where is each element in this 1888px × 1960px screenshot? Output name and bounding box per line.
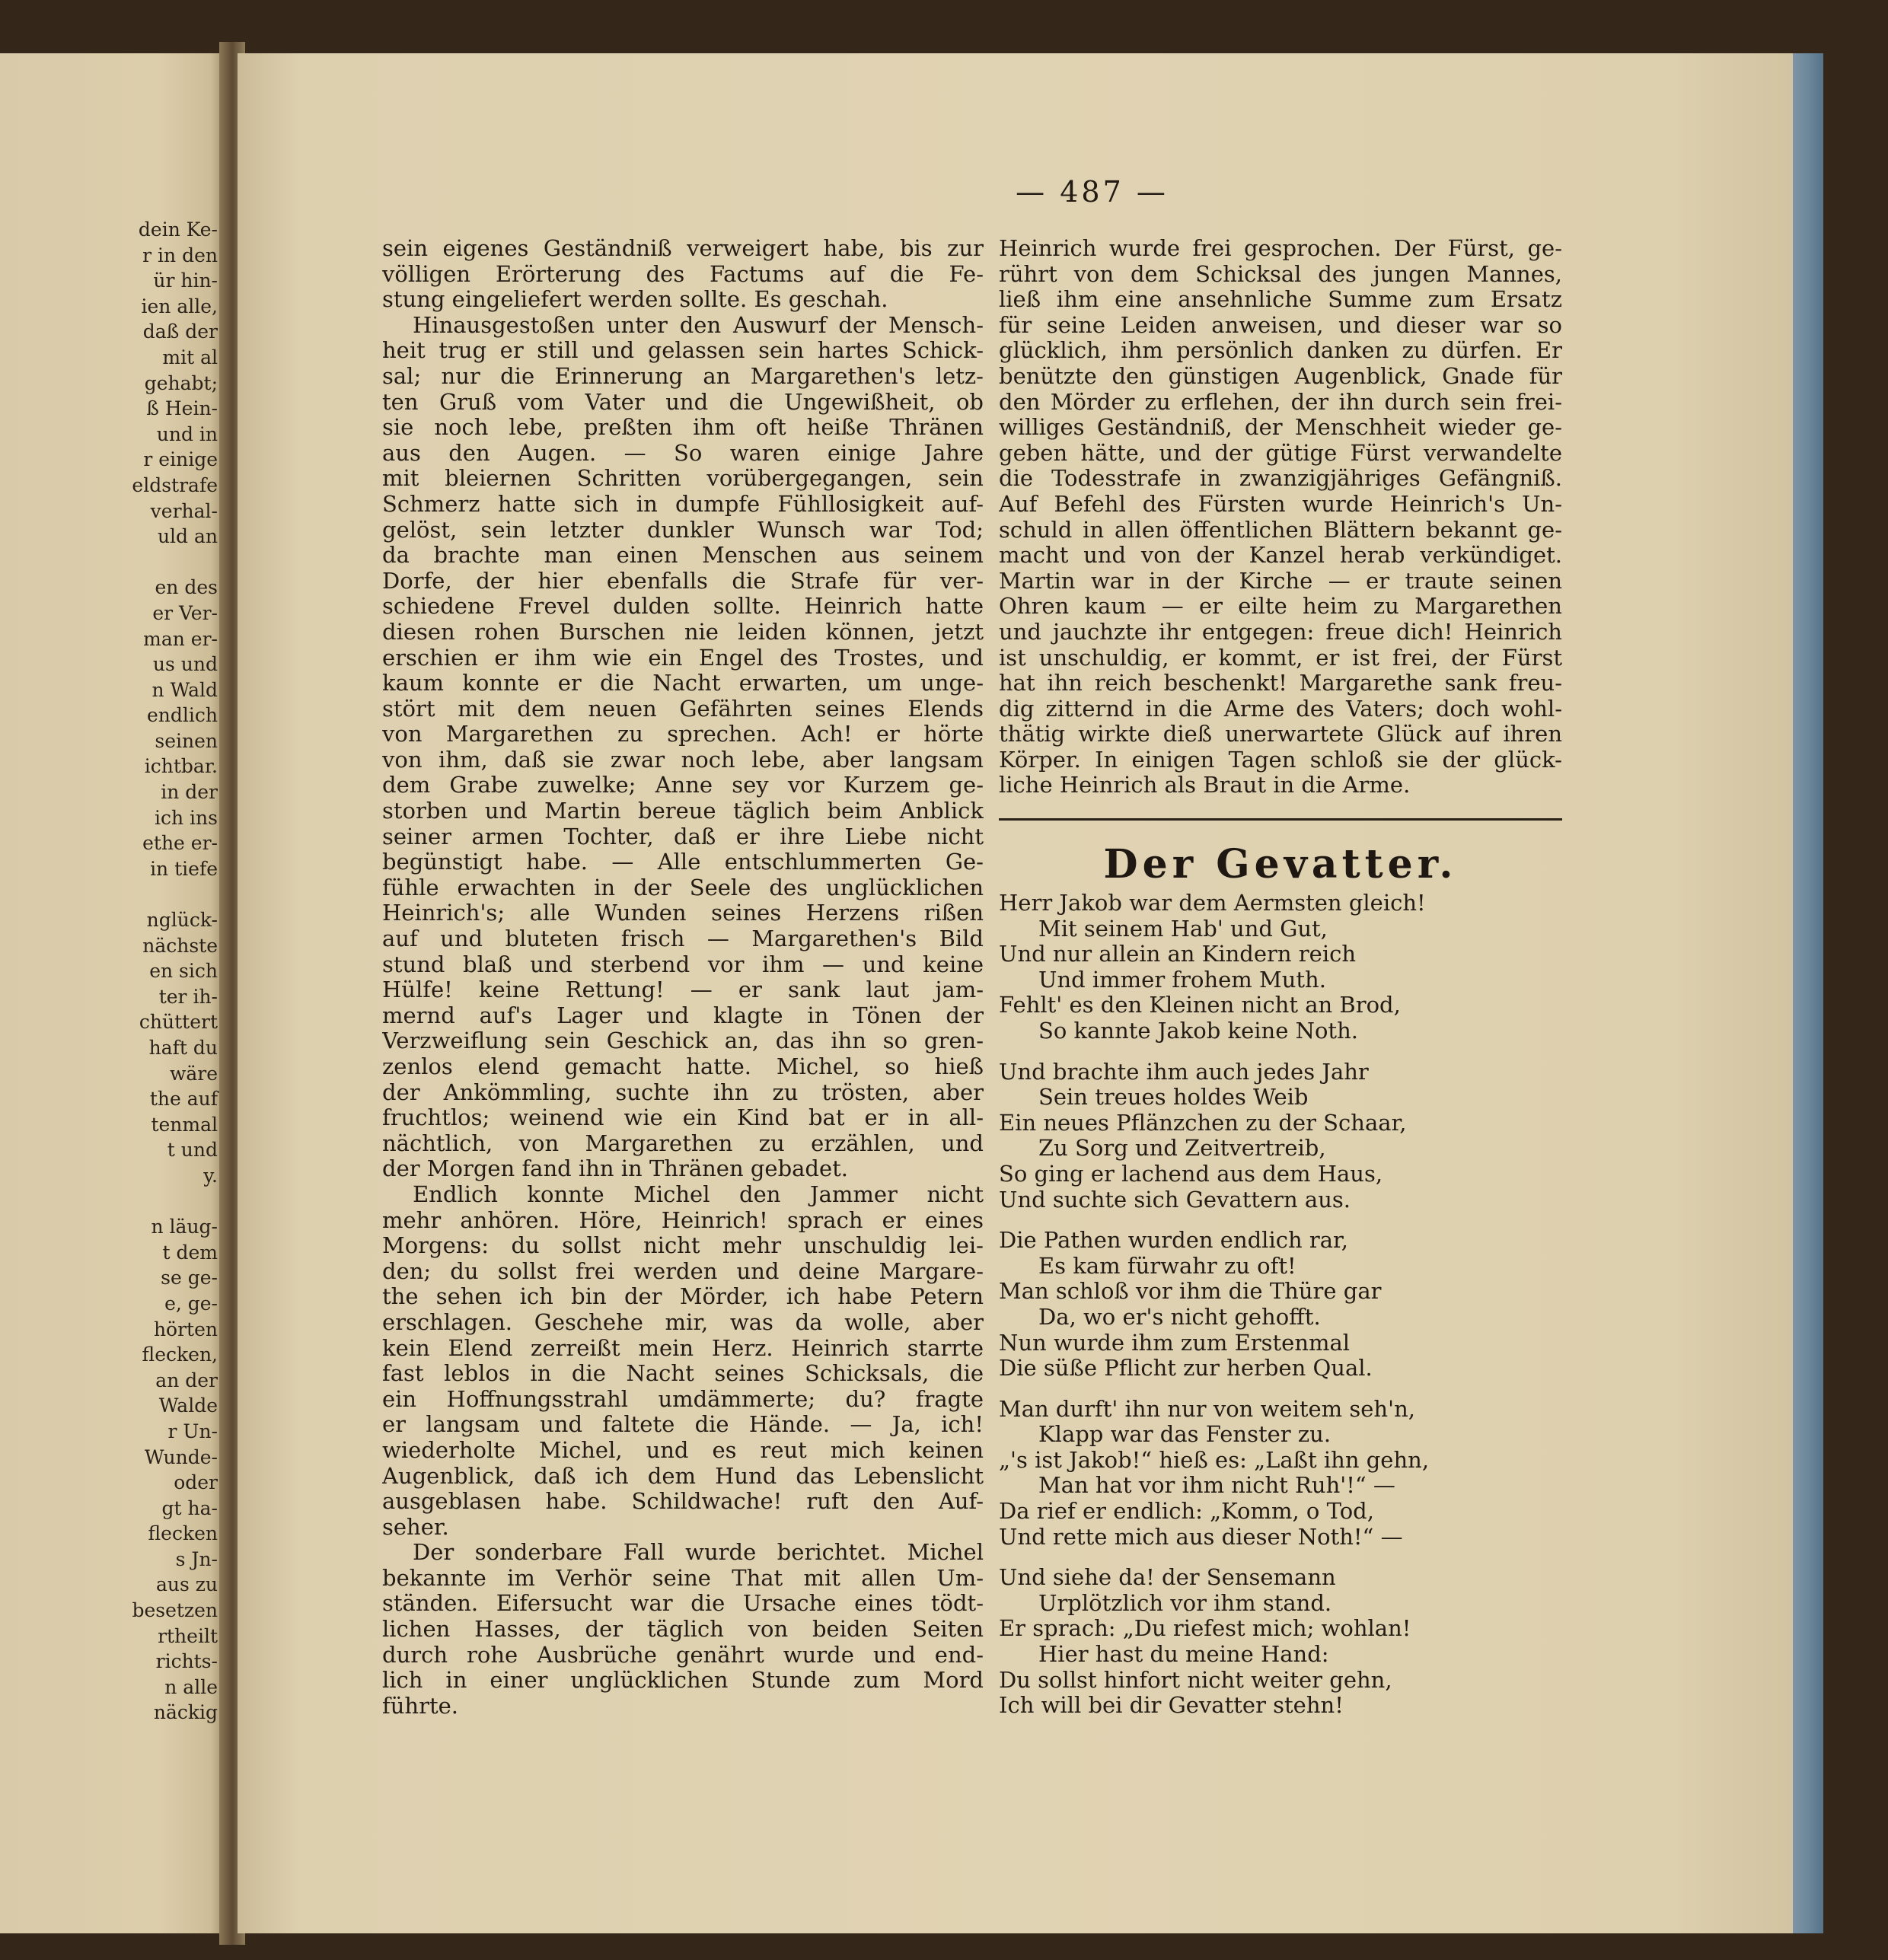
text-line: der Ankömmling, suchte ihn zu trösten, aber: [382, 1079, 984, 1105]
text-line: sein eigenes Geständniß verweigert habe, bis zur: [382, 236, 984, 261]
text-line: liche Heinrich als Braut in die Arme.: [999, 773, 1411, 798]
fragment-line: man er-: [143, 627, 218, 650]
text-line: williges Geständniß, der Menschheit wieder ge-: [999, 415, 1562, 441]
text-line: heit trug er still und gelassen sein hartes Schick-: [382, 338, 984, 364]
poem-verse: So ging er lachend aus dem Haus,: [999, 1160, 1383, 1187]
column-right: [999, 236, 1562, 798]
text-line: Dorfe, der hier ebenfalls die Strafe für ver-: [382, 568, 984, 594]
fragment-line: und in: [156, 422, 218, 445]
fragment-line: Wunde-: [144, 1445, 218, 1468]
fragment-line: ethe er-: [142, 832, 218, 855]
poem-verse: Es kam fürwahr zu oft!: [1038, 1252, 1296, 1279]
poem-verse: Da, wo er's nicht gehofft.: [1038, 1303, 1321, 1330]
text-line: ten Gruß vom Vater und die Ungewißheit, ob: [382, 389, 984, 415]
fragment-line: uld an: [157, 525, 218, 548]
fragment-line: gehabt;: [144, 371, 218, 394]
poem-stanza: [999, 1060, 1577, 1213]
text-line: ein Hoffnungsstrahl umdämmerte; du? fragte: [382, 1386, 984, 1412]
page-header: [238, 175, 1794, 209]
fragment-line: n alle: [164, 1675, 218, 1698]
fragment-line: rtheilt: [158, 1624, 218, 1647]
text-line: diesen rohen Burschen nie leiden können, jetzt: [382, 619, 984, 645]
poem-verse: Man durft' ihn nur von weitem seh'n,: [999, 1395, 1415, 1422]
text-line: Martin war in der Kirche — er traute seinen: [999, 568, 1562, 594]
text-line: kein Elend zerreißt mein Herz. Heinrich starrte: [382, 1335, 984, 1361]
fragment-line: eldstrafe: [132, 473, 218, 496]
fragment-line: e, ge-: [164, 1292, 218, 1315]
fragment-line: [65, 1189, 218, 1215]
poem-verse: Ich will bei dir Gevatter stehn!: [999, 1692, 1344, 1719]
fragment-line: haft du: [148, 1037, 218, 1059]
poem-verse: Nun wurde ihm zum Erstenmal: [999, 1329, 1351, 1356]
poem-title: Der Gevatter.: [1103, 841, 1458, 888]
fragment-line: nglück-: [146, 909, 218, 932]
fragment-line: richts-: [155, 1650, 218, 1673]
fragment-line: s Jn-: [175, 1547, 218, 1570]
fragment-line: besetzen: [132, 1599, 218, 1622]
previous-page-fragment: [0, 53, 228, 1933]
text-line: lichen Hasses, der täglich von beiden Seiten: [382, 1617, 984, 1643]
poem-verse: Urplötzlich vor ihm stand.: [1038, 1589, 1332, 1616]
text-line: geben hätte, und der gütige Fürst verwandelte: [999, 440, 1562, 466]
text-line: den; du sollst frei werden und deine Margare-: [382, 1258, 984, 1284]
text-line: seher.: [382, 1514, 449, 1540]
text-line: begünstigt habe. — Alle entschlummerten Ge-: [382, 849, 984, 875]
fragment-line: en des: [155, 576, 218, 599]
text-line: aus den Augen. — So waren einige Jahre: [382, 440, 984, 466]
text-line: Endlich konnte Michel den Jammer nicht: [413, 1181, 984, 1207]
poem-verse: Mit seinem Hab' und Gut,: [1038, 915, 1328, 942]
poem-verse: Und suchte sich Gevattern aus.: [999, 1186, 1351, 1213]
fragment-line: in tiefe: [150, 857, 218, 880]
text-line: Heinrich's; alle Wunden seines Herzens rißen: [382, 900, 984, 926]
column-left: [382, 236, 984, 1719]
text-line: wiederholte Michel, und es reut mich keinen: [382, 1437, 984, 1463]
poem-verse: Man hat vor ihm nicht Ruh'!“ —: [1038, 1472, 1395, 1499]
fragment-line: y.: [203, 1164, 218, 1187]
fragment-line: ß Hein-: [146, 397, 218, 420]
poem-body: [999, 891, 1577, 1734]
text-line: storben und Martin bereue täglich beim Anblick: [382, 798, 984, 824]
text-line: von ihm, daß sie zwar noch lebe, aber langsam: [382, 747, 984, 773]
text-line: schiedene Frevel dulden sollte. Heinrich hatte: [382, 594, 984, 620]
poem-verse: „'s ist Jakob!“ hieß es: „Laßt ihn gehn,: [999, 1446, 1430, 1473]
book-cover-edge: [1793, 53, 1823, 1933]
section-divider: [999, 818, 1562, 821]
text-line: Verzweiflung sein Geschick an, das ihn so gren-: [382, 1028, 984, 1054]
text-line: Hinausgestoßen unter den Auswurf der Mensch-: [413, 312, 984, 338]
text-line: hat ihn reich beschenkt! Margarethe sank freu-: [999, 671, 1562, 696]
fragment-line: flecken,: [142, 1343, 218, 1366]
fragment-line: [65, 881, 218, 907]
text-line: ständen. Eifersucht war die Ursache eines tödt-: [382, 1591, 984, 1617]
fragment-line: n läug-: [151, 1216, 218, 1238]
text-line: mit bleiernen Schritten vorübergegangen, sein: [382, 466, 984, 492]
text-line: rührt von dem Schicksal des jungen Mannes,: [999, 261, 1562, 287]
fragment-line: n Wald: [151, 678, 218, 701]
text-line: thätig wirkte dieß unerwartete Glück auf ihren: [999, 722, 1562, 747]
text-line: mernd auf's Lager und klagte in Tönen der: [382, 1002, 984, 1028]
poem-stanza: [999, 891, 1577, 1044]
poem-verse: Die Pathen wurden endlich rar,: [999, 1227, 1348, 1254]
fragment-line: daß der: [142, 320, 218, 343]
fragment-line: mit al: [162, 346, 218, 368]
fragment-line: wäre: [169, 1062, 218, 1085]
text-line: benützte den günstigen Augenblick, Gnade für: [999, 363, 1562, 389]
poem-verse: Du sollst hinfort nicht weiter gehn,: [999, 1666, 1392, 1693]
fragment-line: er Ver-: [152, 601, 218, 624]
fragment-line: r in den: [142, 244, 218, 266]
text-line: Ohren kaum — er eilte heim zu Margarethen: [999, 594, 1562, 620]
text-line: mehr anhören. Höre, Heinrich! sprach er eines: [382, 1207, 984, 1233]
fragment-line: t und: [167, 1139, 218, 1162]
text-line: völligen Erörterung des Factums auf die Fe-: [382, 261, 984, 287]
fragment-line: r Un-: [167, 1420, 218, 1442]
text-line: den Mörder zu erflehen, der ihn durch sein frei-: [999, 389, 1562, 415]
text-line: stört mit dem neuen Gefährten seines Elends: [382, 696, 984, 722]
poem-verse: Ein neues Pflänzchen zu der Schaar,: [999, 1109, 1407, 1136]
text-line: zenlos elend gemacht hatte. Michel, so hieß: [382, 1054, 984, 1079]
fragment-line: hörten: [153, 1318, 218, 1340]
poem-verse: Herr Jakob war dem Aermsten gleich!: [999, 890, 1426, 916]
text-line: bekannte im Verhör seine That mit allen Um-: [382, 1565, 984, 1591]
text-line: seiner armen Tochter, daß er ihre Liebe nicht: [382, 824, 984, 849]
poem-verse: Da rief er endlich: „Komm, o Tod,: [999, 1498, 1374, 1525]
fragment-line: t dem: [162, 1241, 218, 1264]
text-line: dig zitternd in die Arme des Vaters; doch wohl-: [999, 696, 1562, 722]
text-line: fühle erwachten in der Seele des unglücklichen: [382, 875, 984, 900]
text-line: Morgens: du sollst nicht mehr unschuldig lei-: [382, 1233, 984, 1259]
fragment-line: the auf: [149, 1088, 218, 1111]
poem-verse: Fehlt' es den Kleinen nicht an Brod,: [999, 992, 1401, 1018]
text-line: gelöst, sein letzter dunkler Wunsch war Tod;: [382, 517, 984, 543]
poem-stanza: [999, 1565, 1577, 1719]
fragment-line: an der: [155, 1369, 218, 1391]
text-line: nächtlich, von Margarethen zu erzählen, und: [382, 1130, 984, 1156]
poem-verse: Die süße Pflicht zur herben Qual.: [999, 1355, 1373, 1382]
fragment-line: ür hin-: [153, 269, 218, 292]
text-line: Der sonderbare Fall wurde berichtet. Michel: [413, 1540, 984, 1566]
text-line: der Morgen fand ihn in Thränen gebadet.: [382, 1156, 849, 1182]
fragment-line: gt ha-: [161, 1496, 218, 1519]
fragment-line: flecken: [148, 1522, 218, 1545]
text-line: Heinrich wurde frei gesprochen. Der Fürst, ge-: [999, 236, 1562, 261]
text-line: lich in einer unglücklichen Stunde zum Mord: [382, 1668, 984, 1694]
fragment-line: seinen: [155, 729, 218, 752]
fragment-line: chüttert: [139, 1011, 218, 1034]
poem-verse: Und brachte ihm auch jedes Jahr: [999, 1058, 1369, 1085]
poem-stanza: [999, 1228, 1577, 1382]
text-line: durch rohe Ausbrüche genährt wurde und end-: [382, 1642, 984, 1668]
fragment-line: tenmal: [151, 1113, 218, 1136]
text-line: dem Grabe zuwelke; Anne sey vor Kurzem ge-: [382, 773, 984, 798]
text-line: führte.: [382, 1693, 458, 1719]
text-line: ist unschuldig, er kommt, er ist frei, der Fürst: [999, 645, 1562, 671]
page-487: [238, 53, 1794, 1933]
fragment-line: nächste: [142, 934, 218, 957]
poem-verse: Klapp war das Fenster zu.: [1038, 1421, 1331, 1448]
fragment-line: ter ih-: [158, 985, 218, 1008]
text-line: von Margarethen zu sprechen. Ach! er hörte: [382, 722, 984, 747]
fragment-line: [65, 550, 218, 575]
poem-verse: Er sprach: „Du riefest mich; wohlan!: [999, 1615, 1411, 1642]
text-line: the sehen ich bin der Mörder, ich habe Petern: [382, 1284, 984, 1310]
text-line: Augenblick, daß ich dem Hund das Lebenslicht: [382, 1463, 984, 1489]
text-line: fruchtlos; weinend wie ein Kind bat er in all-: [382, 1105, 984, 1131]
fragment-line: ich ins: [155, 806, 218, 829]
text-line: macht und von der Kanzel herab verkündiget.: [999, 543, 1562, 569]
text-line: und jauchzte ihr entgegen: freue dich! Heinrich: [999, 619, 1562, 645]
poem-verse: Hier hast du meine Hand:: [1038, 1641, 1329, 1668]
text-line: fast leblos in die Nacht seines Schicksals, die: [382, 1361, 984, 1387]
fragment-line: oder: [174, 1471, 218, 1494]
fragment-line: verhal-: [150, 499, 218, 522]
text-line: sal; nur die Erinnerung an Margarethen's letz-: [382, 363, 984, 389]
page-number: — 487 —: [1016, 175, 1169, 209]
text-line: Körper. In einigen Tagen schloß sie der glück-: [999, 747, 1562, 773]
fragment-line: in der: [161, 781, 218, 804]
text-line: stung eingeliefert werden sollte. Es geschah.: [382, 287, 888, 313]
text-line: kaum konnte er die Nacht erwarten, um unge-: [382, 671, 984, 696]
text-line: stund blaß und sterbend vor ihm — und keine: [382, 951, 984, 977]
fragment-line: se ge-: [161, 1267, 218, 1289]
text-line: glücklich, ihm persönlich danken zu dürfen. Er: [999, 338, 1562, 364]
text-line: erschien er ihm wie ein Engel des Trostes, und: [382, 645, 984, 671]
text-line: die Todesstrafe in zwanzigjähriges Gefängniß.: [999, 466, 1562, 492]
text-line: Schmerz hatte sich in dumpfe Fühllosigkeit auf-: [382, 491, 984, 517]
text-line: da brachte man einen Menschen aus seinem: [382, 543, 984, 569]
poem-verse: Sein treues holdes Weib: [1038, 1084, 1309, 1111]
fragment-line: us und: [152, 653, 218, 676]
text-line: ließ ihm eine ansehnliche Summe zum Ersatz: [999, 287, 1562, 313]
text-line: sie noch lebe, preßten ihm oft heiße Thränen: [382, 415, 984, 441]
poem-verse: Man schloß vor ihm die Thüre gar: [999, 1278, 1382, 1305]
poem-verse: Und siehe da! der Sensemann: [999, 1564, 1336, 1591]
previous-page-text: [65, 217, 218, 1726]
poem-verse: Und immer frohem Muth.: [1038, 966, 1326, 993]
fragment-line: aus zu: [155, 1573, 218, 1596]
text-line: Auf Befehl des Fürsten wurde Heinrich's Un-: [999, 491, 1562, 517]
text-line: erschlagen. Geschehe mir, was da wolle, aber: [382, 1309, 984, 1335]
fragment-line: Walde: [158, 1394, 218, 1417]
poem-verse: So kannte Jakob keine Noth.: [1038, 1017, 1358, 1044]
fragment-line: r einige: [143, 448, 218, 471]
fragment-line: en sich: [149, 960, 218, 983]
text-line: auf und bluteten frisch — Margarethen's Bild: [382, 926, 984, 952]
poem-stanza: [999, 1397, 1577, 1550]
text-line: ausgeblasen habe. Schildwache! ruft den Auf-: [382, 1489, 984, 1515]
poem-verse: Und nur allein an Kindern reich: [999, 941, 1357, 967]
fragment-line: ien alle,: [141, 295, 218, 317]
text-line: Hülfe! keine Rettung! — er sank laut jam-: [382, 977, 984, 1003]
poem-verse: Zu Sorg und Zeitvertreib,: [1038, 1135, 1326, 1162]
text-line: für seine Leiden anweisen, und dieser war so: [999, 312, 1562, 338]
fragment-line: näckig: [153, 1701, 218, 1724]
fragment-line: ichtbar.: [144, 755, 218, 778]
text-line: er langsam und faltete die Hände. — Ja, ich!: [382, 1412, 984, 1438]
fragment-line: endlich: [147, 704, 218, 727]
poem-verse: Und rette mich aus dieser Noth!“ —: [999, 1523, 1403, 1550]
fragment-line: dein Ke-: [138, 218, 218, 241]
text-line: schuld in allen öffentlichen Blättern bekannt ge-: [999, 517, 1562, 543]
